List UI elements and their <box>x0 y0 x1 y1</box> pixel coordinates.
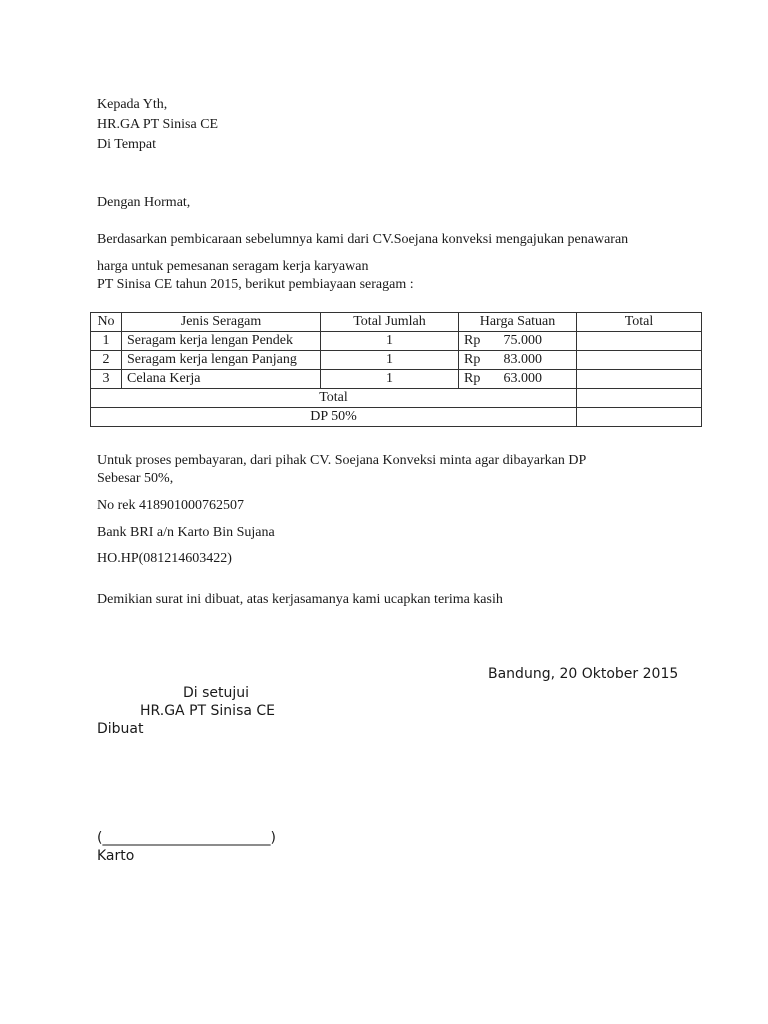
header-qty: Total Jumlah <box>321 313 459 332</box>
payment-line-2: Sebesar 50%, <box>97 471 174 486</box>
row-price <box>459 370 577 389</box>
intro-line-1: Berdasarkan pembicaraan sebelumnya kami dari CV.Soejana konveksi mengajukan penawaran <box>97 232 629 247</box>
header-no: No <box>91 313 122 332</box>
intro-line-2: harga untuk pemesanan seragam kerja karyawan <box>97 259 369 274</box>
dp-value <box>577 408 702 427</box>
row-item: Seragam kerja lengan Pendek <box>122 332 321 351</box>
table-row <box>91 370 702 389</box>
row-amount: 63.000 <box>503 371 542 386</box>
closing-text: Demikian surat ini dibuat, atas kerjasamanya kami ucapkan terima kasih <box>97 592 503 607</box>
row-currency: Rp <box>464 371 481 386</box>
approver-name: HR.GA PT Sinisa CE <box>140 703 276 719</box>
price-table <box>90 312 702 427</box>
row-currency: Rp <box>464 352 481 367</box>
payment-line-1: Untuk proses pembayaran, dari pihak CV. Soejana Konveksi minta agar dibayarkan DP <box>97 453 587 468</box>
address-line-2: HR.GA PT Sinisa CE <box>97 117 219 132</box>
table-dp-row <box>91 408 702 427</box>
approved-label: Di setujui <box>183 685 250 701</box>
signature-line: (________________________) <box>97 830 276 846</box>
row-qty: 1 <box>321 370 459 389</box>
header-item: Jenis Seragam <box>122 313 321 332</box>
row-no: 2 <box>91 351 122 370</box>
row-total <box>577 332 702 351</box>
dp-label: DP 50% <box>91 408 577 427</box>
total-value <box>577 389 702 408</box>
header-price: Harga Satuan <box>459 313 577 332</box>
row-no: 1 <box>91 332 122 351</box>
table-total-row <box>91 389 702 408</box>
row-amount: 83.000 <box>503 352 542 367</box>
account-number: No rek 418901000762507 <box>97 498 244 513</box>
intro-line-3: PT Sinisa CE tahun 2015, berikut pembiayaan seragam : <box>97 277 414 292</box>
address-line-1: Kepada Yth, <box>97 97 168 112</box>
row-amount: 75.000 <box>503 333 542 348</box>
signer-name: Karto <box>97 848 135 864</box>
table-row <box>91 351 702 370</box>
header-total: Total <box>577 313 702 332</box>
row-qty: 1 <box>321 351 459 370</box>
row-price <box>459 351 577 370</box>
table-header-row <box>91 313 702 332</box>
place-date: Bandung, 20 Oktober 2015 <box>488 666 679 682</box>
row-item: Celana Kerja <box>122 370 321 389</box>
row-item: Seragam kerja lengan Panjang <box>122 351 321 370</box>
row-qty: 1 <box>321 332 459 351</box>
bank-name: Bank BRI a/n Karto Bin Sujana <box>97 525 275 540</box>
greeting: Dengan Hormat, <box>97 195 191 210</box>
row-price <box>459 332 577 351</box>
made-by-label: Dibuat <box>97 721 144 737</box>
row-total <box>577 370 702 389</box>
row-currency: Rp <box>464 333 481 348</box>
phone-number: HO.HP(081214603422) <box>97 551 232 566</box>
row-no: 3 <box>91 370 122 389</box>
address-line-3: Di Tempat <box>97 137 157 152</box>
total-label: Total <box>91 389 577 408</box>
table-row <box>91 332 702 351</box>
row-total <box>577 351 702 370</box>
